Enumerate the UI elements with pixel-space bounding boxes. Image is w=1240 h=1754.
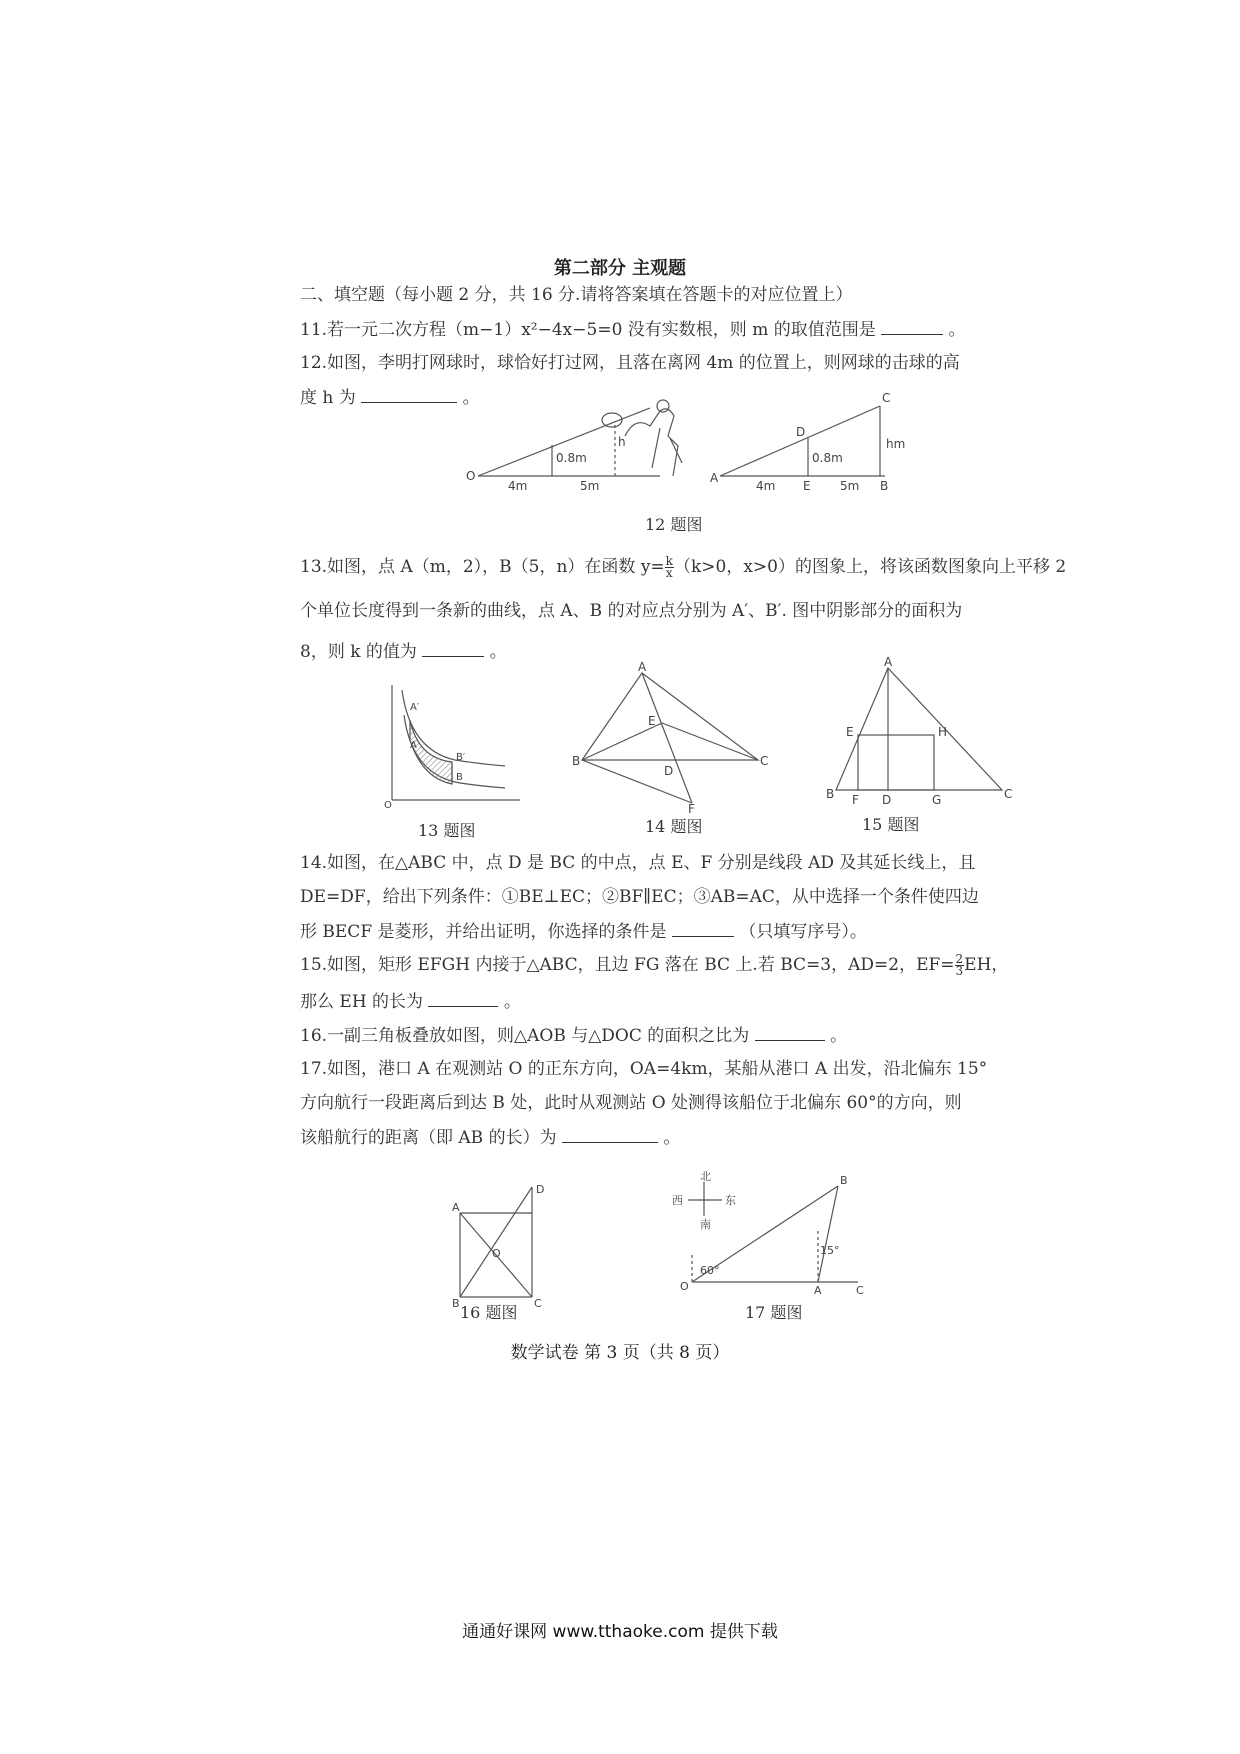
q14-line1: 14.如图，在△ABC 中，点 D 是 BC 的中点，点 E、F 分别是线段 AD 及其延长线上，且 <box>300 853 976 873</box>
q11-answer-blank[interactable] <box>881 318 943 335</box>
svg-text:A: A <box>410 740 417 751</box>
svg-text:A: A <box>814 1284 822 1297</box>
svg-text:B: B <box>452 1297 460 1310</box>
svg-text:西: 西 <box>672 1194 683 1207</box>
svg-text:E: E <box>648 714 656 728</box>
svg-text:E: E <box>803 479 811 493</box>
svg-text:O: O <box>492 1247 501 1260</box>
svg-text:hm: hm <box>886 437 906 451</box>
svg-text:A: A <box>452 1201 460 1214</box>
q13-frac-num: k <box>665 554 673 568</box>
figure-16-caption: 16 题图 <box>460 1303 518 1322</box>
svg-text:C: C <box>882 391 891 405</box>
page-footer: 数学试卷 第 3 页（共 8 页） <box>510 1343 730 1363</box>
svg-text:B: B <box>456 772 463 783</box>
svg-text:O: O <box>466 469 476 483</box>
svg-text:O: O <box>680 1280 689 1293</box>
svg-text:0.8m: 0.8m <box>556 451 587 465</box>
q16-text: 16.一副三角板叠放如图，则△AOB 与△DOC 的面积之比为 <box>300 1026 750 1046</box>
q12-tail: 。 <box>462 388 480 408</box>
svg-text:B: B <box>572 754 581 768</box>
q17-tail: 。 <box>663 1128 681 1148</box>
svg-text:D: D <box>882 793 892 807</box>
svg-text:A: A <box>638 660 647 674</box>
q16-tail: 。 <box>830 1026 848 1046</box>
svg-text:C: C <box>1004 787 1013 801</box>
q15-tail: 。 <box>503 992 521 1012</box>
svg-text:0.8m: 0.8m <box>812 451 843 465</box>
q14-line3 <box>300 920 867 943</box>
svg-text:C: C <box>760 754 769 768</box>
svg-text:北: 北 <box>700 1170 711 1183</box>
q12-line2 <box>300 386 480 409</box>
q15-text: 那么 EH 的长为 <box>300 992 424 1012</box>
svg-text:H: H <box>938 725 948 739</box>
section-heading: 二、填空题（每小题 2 分，共 16 分.请将答案填在答题卡的对应位置上） <box>300 285 853 305</box>
svg-text:B′: B′ <box>456 752 466 763</box>
svg-text:5m: 5m <box>840 479 860 493</box>
q16-answer-blank[interactable] <box>755 1024 825 1041</box>
svg-text:A: A <box>884 655 893 669</box>
q13-text-a: 13.如图，点 A（m，2），B（5，n）在函数 y= <box>300 557 665 577</box>
q15-text-a: 15.如图，矩形 EFGH 内接于△ABC，且边 FG 落在 BC 上.若 BC=3，AD=2，EF= <box>300 955 955 975</box>
svg-text:C: C <box>534 1297 542 1310</box>
svg-text:B: B <box>826 787 835 801</box>
q17-text: 该船航行的距离（即 AB 的长）为 <box>300 1128 557 1148</box>
q11-text: 11.若一元二次方程（m−1）x²−4x−5=0 没有实数根，则 m 的取值范围是 <box>300 320 876 340</box>
q14-text-b: （只填写序号）。 <box>739 922 867 942</box>
q12-line1: 12.如图，李明打网球时，球恰好打过网，且落在离网 4m 的位置上，则网球的击球的高 <box>300 353 960 373</box>
figure-17 <box>670 1170 870 1295</box>
q12-answer-blank[interactable] <box>361 386 457 403</box>
q14-line2: DE=DF，给出下列条件：①BE⊥EC；②BF∥EC；③AB=AC，从中选择一个条件使四边 <box>300 887 979 907</box>
q13-frac-den: x <box>665 566 673 580</box>
svg-text:15°: 15° <box>820 1244 840 1257</box>
q13-line3 <box>300 640 507 663</box>
q13-fraction <box>665 556 674 579</box>
svg-text:C: C <box>856 1284 864 1297</box>
q15-fraction <box>955 954 965 977</box>
figure-12-caption: 12 题图 <box>645 515 703 534</box>
question-11 <box>300 318 966 341</box>
q13-tail: 。 <box>489 642 507 662</box>
figure-14-caption: 14 题图 <box>645 817 703 836</box>
svg-text:A: A <box>710 471 719 485</box>
download-watermark: 通通好课网 www.tthaoke.com 提供下载 <box>462 1622 778 1642</box>
svg-text:E: E <box>846 725 854 739</box>
svg-text:南: 南 <box>700 1218 711 1231</box>
figure-13-caption: 13 题图 <box>418 821 476 840</box>
question-16 <box>300 1024 847 1047</box>
svg-text:D: D <box>536 1183 545 1196</box>
q15-line1 <box>300 954 1008 977</box>
svg-text:O: O <box>384 800 392 811</box>
svg-text:F: F <box>688 802 695 816</box>
q15-text-b: EH， <box>964 955 1009 975</box>
svg-text:B: B <box>840 1174 848 1187</box>
svg-text:F: F <box>852 793 859 807</box>
figure-15-caption: 15 题图 <box>862 815 920 834</box>
svg-text:G: G <box>932 793 942 807</box>
q17-line3 <box>300 1126 680 1149</box>
svg-text:4m: 4m <box>508 479 528 493</box>
q15-line2 <box>300 990 521 1013</box>
svg-text:B: B <box>880 479 889 493</box>
figure-12 <box>460 378 920 493</box>
q12-text: 度 h 为 <box>300 388 356 408</box>
svg-text:60°: 60° <box>700 1264 720 1277</box>
q13-text-b: （k>0，x>0）的图象上，将该函数图象向上平移 2 <box>673 557 1067 577</box>
svg-text:A′: A′ <box>410 702 420 713</box>
q13-line1 <box>300 556 1066 579</box>
svg-text:4m: 4m <box>756 479 776 493</box>
figure-16 <box>450 1185 560 1310</box>
q13-answer-blank[interactable] <box>422 640 484 657</box>
svg-text:D: D <box>796 425 806 439</box>
svg-text:5m: 5m <box>580 479 600 493</box>
svg-text:D: D <box>664 764 674 778</box>
figure-13 <box>380 680 530 810</box>
q15-frac-num: 2 <box>955 952 964 966</box>
q17-line2: 方向航行一段距离后到达 B 处，此时从观测站 O 处测得该船位于北偏东 60°的方向，则 <box>300 1093 962 1113</box>
q13-line2: 个单位长度得到一条新的曲线，点 A、B 的对应点分别为 A′、B′. 图中阴影部分的面积为 <box>300 601 963 621</box>
q15-frac-den: 3 <box>955 964 964 978</box>
figure-17-caption: 17 题图 <box>745 1303 803 1322</box>
q14-answer-blank[interactable] <box>672 920 734 937</box>
q13-text: 8，则 k 的值为 <box>300 642 417 662</box>
part-title: 第二部分 主观题 <box>553 258 687 279</box>
svg-text:东: 东 <box>725 1194 736 1207</box>
q17-answer-blank[interactable] <box>562 1126 658 1143</box>
q15-answer-blank[interactable] <box>428 990 498 1007</box>
figure-15 <box>820 655 1013 810</box>
figure-14 <box>570 660 770 816</box>
q11-tail: 。 <box>948 320 966 340</box>
svg-text:h: h <box>618 435 626 449</box>
q14-text-a: 形 BECF 是菱形，并给出证明，你选择的条件是 <box>300 922 667 942</box>
q17-line1: 17.如图，港口 A 在观测站 O 的正东方向，OA=4km，某船从港口 A 出发，沿北偏东 15° <box>300 1059 988 1079</box>
